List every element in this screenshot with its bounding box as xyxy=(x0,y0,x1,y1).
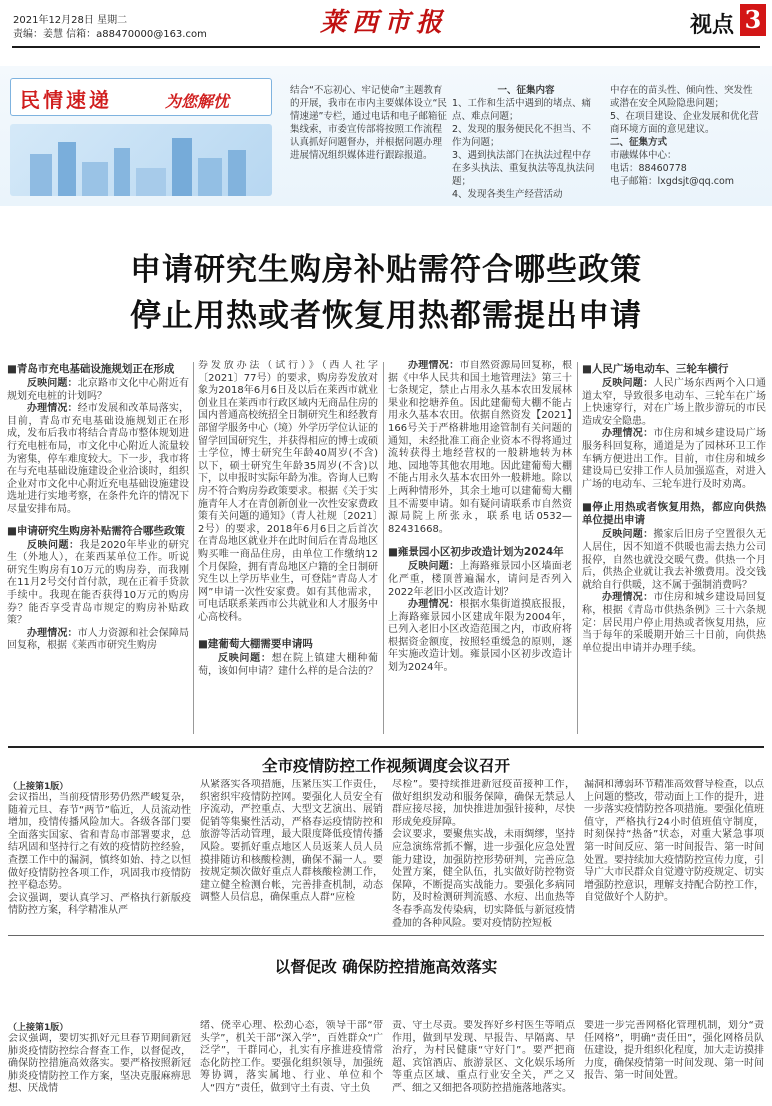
column-4 xyxy=(582,360,766,738)
answer-label: 办理情况： xyxy=(602,592,654,604)
question-label: 反映问题： xyxy=(27,378,78,389)
item-heading: ■建葡萄大棚需要申请吗 xyxy=(198,638,313,651)
banner-collect-item: 2、发现的服务便民化不担当、不作为问题； xyxy=(452,124,592,148)
main-headline xyxy=(0,247,772,339)
banner-title xyxy=(20,84,112,113)
question-label: 反映问题： xyxy=(602,529,654,541)
banner-collect-cont: 中存在的苗头性、倾向性、突发性或潜在安全风险隐患问题； xyxy=(610,85,753,109)
column-divider xyxy=(577,362,578,734)
banner-subtitle: 为您解忧 xyxy=(165,92,230,111)
banner-collect-item: 3、遇到执法部门在执法过程中存在多头执法、重复执法等乱执法问题； xyxy=(452,150,595,187)
article2-col3: 尽检”。要持续推进新冠疫苗接种工作，做好组织发动和服务保障，确保无禁忌人群应接尽接，加快推进加强针接种，尽快形成免疫屏障。 会议要求，要聚焦实战，未雨绸缪，坚持应急演练常抓不懈，进一步强化应急处置能力建设，加强防控形势研判，完善应急处置方案，健全队伍，扎实做好防控物资保障，不断提高实战能力。要强化多病同防，及时检测研判流感、水痘、出血热等冬春季高发传染病，切实降低与新冠疫情叠加的各种风险。要对疫情防控短板 xyxy=(392,779,575,929)
article2-title: 全市疫情防控工作视频调度会议召开 xyxy=(261,756,510,775)
masthead-logo: 莱西市报 xyxy=(320,8,449,38)
article3-title: 以督促改 确保防控措施高效落实 xyxy=(274,957,498,976)
banner-item5: 5、在项目建设、企业发展和优化营商环境方面的意见建议。 xyxy=(610,111,759,135)
answer-label: 办理情况： xyxy=(27,627,78,639)
answer-text: 经市发展和改革局落实，目前，青岛市充电基础设施规划正在形成，发布后我市将结合青岛市整体规划进行充电桩布局，市文化中心附近人流量较为密集，停车难度较大。下一步，我市将在与充电基础设施建设企业洽谈时，组织企业对市文化中心附近充电基础设施建设选址进行实地考察，在条件允许的情况下尽量安排布局。 xyxy=(7,403,189,515)
question-label: 反映问题： xyxy=(218,653,272,665)
answer-label: 办理情况： xyxy=(27,403,78,415)
question-label: 反映问题： xyxy=(27,539,80,551)
section-rule xyxy=(8,746,764,748)
article2-col2: 从紧落实各项措施，压紧压实工作责任，织密织牢疫情防控网。要强化人员安全有序流动，严控重点、大型文艺演出、展销促销等集聚性活动，严格春运疫情防控和旅游等活动管理，最大限度降低疫情传播风险。要抓好重点地区人员返莱人员人员摸排随访和核酸检测，确保不漏一人。要按规定频次做好重点人群核酸检测工作，建立健全检测台帐，完善排查机制，动态调整人员信息，确保重点人群“应检 xyxy=(200,779,383,904)
question-label: 反映问题： xyxy=(602,378,654,389)
banner-method-item: 电子邮箱：lxgdsjt@qq.com xyxy=(610,176,735,187)
continued-label: （上接第1版） xyxy=(8,782,69,792)
answer-text: 根据水集街道摸底报报，上海路雍景园小区建成年限为2004年，已列入老旧小区改造范围之内，市政府将根据资金额度，按照轻重缓急的原则，逐年实施改造计划。雍景园小区初步改造计划为2024年。 xyxy=(388,599,572,674)
item-heading: ■人民广场电动车、三轮车横行 xyxy=(582,363,729,375)
question-text: 搬家后旧房子空置很久无人居住，因不知道不供暖也需去热力公司报停，自然也就没交暖气费。供热一个月后，供热企业就让我去补缴费用。没交钱就给自行供暖，这不属于强制消费吗？ xyxy=(582,529,766,591)
banner-intro: 结合“不忘初心、牢记使命”主题教育的开展，我市在市内主要媒体设立“民情速递”专栏，通过电话和电子邮箱征集线索，市委宣传部将按照工作流程认真抓好问题督办，并根据问题办理进展情况组织媒体进行跟踪报道。 xyxy=(290,85,447,161)
answer-text: 市人力资源和社会保障局回复称，根据《莱西市研究生购房 xyxy=(7,627,189,652)
section-title: 视点 xyxy=(689,12,734,38)
column-divider xyxy=(383,362,384,734)
banner-method-item: 电话：88460778 xyxy=(610,163,687,174)
article2-col4: 漏洞和薄弱环节精准高效督导检查，以点上问题的整改，带动面上工作的提升，进一步落实疫情防控各项措施。要强化值班值守，严格执行24小时值班值守制度，时刻保持“热备”状态，对重大紧急事项第一时间反应、第一时间报告、第一时间处置。要持续加大疫情防控宣传力度，引导广大市民群众自觉遵守防疫规定、切实增强防控意识，理解支持配合防控工作，自觉做好个人防护。 xyxy=(584,779,764,904)
column-2 xyxy=(198,360,378,738)
question-text: 上海路雍景园小区墙面老化严重，楼顶普遍漏水，请问是否列入2022年老旧小区改造计划？ xyxy=(388,561,572,598)
answer-text: 市住房和城乡建设局广场服务科回复称，通道是为了园林环卫工作车辆方便进出工作。目前，市住房和城乡建设局已安排工作人员加强巡查，对进入广场的电动车、三轮车进行及时劝离。 xyxy=(582,428,766,490)
article3-col1: 会议强调，要切实抓好元旦春节期间新冠肺炎疫情防控综合督查工作，以督促改，确保防控措施高效落实。要严格按照新冠肺炎疫情防控工作方案，坚决克服麻痹思想、厌战情 xyxy=(8,1033,191,1095)
banner-collect-item: 1、工作和生活中遇到的堵点、痛点、难点问题； xyxy=(452,98,592,122)
article3-col4: 要进一步完善网格化管理机制，划分“责任网格”，明确“责任田”，强化网格员队伍建设，提升组织化程度，加大走访摸排力度，确保疫情第一时间发现、第一时间报告、第一时间处置。 xyxy=(584,1020,764,1082)
editor-info: 责编：姜慧 信箱：a88470000@163.com xyxy=(13,29,207,40)
banner-title-main: 民情速递 xyxy=(20,88,112,112)
question-text: 我是2020年毕业的研究生（外地人），在莱西某单位工作。听说研究生购房有10万元的购房券，而我刚在11月2号交付首付款，现在正着手贷款手续中。我现在能否获得10万元的购房券？能否享受青岛市规定的购房补贴政策？ xyxy=(7,539,189,627)
article2-col1: 会议指出，当前疫情形势仍然严峻复杂，随着元旦、春节“两节”临近，人员流动性增加，疫情传播风险加大。各级各部门要全面落实国家、省和青岛市部署要求，总结巩固和坚持行之有效的疫情防控经验，查摆工作中的漏洞，慎终如始、持之以恒做好疫情防控各项工作，巩固我市疫情防控平稳态势。 会议强调，要认真学习、严格执行新版疫情防控方案，科学精准从严 xyxy=(8,792,191,917)
question-text: 北京路市文化中心附近有规划充电桩的计划吗？ xyxy=(7,378,189,402)
headline-line1: 申请研究生购房补贴需符合哪些政策 xyxy=(130,252,642,288)
column-1 xyxy=(7,360,189,738)
question-label: 反映问题： xyxy=(408,561,460,573)
column-3 xyxy=(388,360,572,738)
city-skyline-icon xyxy=(10,124,272,196)
article3-col3: 责、守土尽责。要发挥好乡村医生等哨点作用，做到早发现、早报告、早隔离、早治疗，为村民健康“守好门”。要严把商超、宾馆酒店、旅游景区、文化娱乐场所等重点区域、重点行业安全关，严之又严、细之又细把各项防控措施落地落实。 xyxy=(392,1020,575,1094)
banner-collect-item: 4、发现各类生产经营活动 xyxy=(452,189,563,199)
header-rule xyxy=(12,46,760,48)
banner-method-title: 二、征集方式 xyxy=(610,137,668,148)
column-divider xyxy=(193,362,194,734)
answer-label: 办理情况： xyxy=(408,360,460,371)
item-heading: ■停止用热或者恢复用热，都应向供热单位提出申请 xyxy=(582,501,766,527)
item-heading: ■申请研究生购房补贴需符合哪些政策 xyxy=(7,524,185,537)
article3-col2: 绪、侥幸心理、松劲心态，领导干部“带头学”，机关干部“深入学”，百姓群众“广泛学”，干群同心，扎实有序推进疫情常态化防控工作。要强化组织领导，加强统筹协调，落实属地、行业、单位和个人“四方”责任，做到守土有责、守土负 xyxy=(200,1020,383,1094)
item-heading: ■雍景园小区初步改造计划为2024年 xyxy=(388,546,564,559)
answer-text: 券发放办法（试行）》（西人社字〔2021〕77号）的要求，购房券发放对象为2018年6月6日及以后在莱西市就业创业且在莱西市行政区域内无商品住房的国内普通高校统招全日制研究生和经教育部留学服务中心（境）外学历学位认证的留学回国研究生，并获得相应的博士或硕士学位，博士研究生年龄40周岁(不含)以下，硕士研究生年龄35周岁(不含)以下，以申报时实际年龄为准。咨询人已购房不符合购房券政策要求。根据《关于实施青年人才在青创新创业一次性安家费政策有关问题的通知》（青人社规〔2021〕2号）的要求，2018年6月6日之后首次在青岛地区就业并在此时间后在青岛地区购买唯一商品住房，由单位工作缴纳12个月保险，拥有青岛地区户籍的全日制研究生以上学历毕业生，可登陆“青岛人才网”申请一次性安家费。如有其他需求，可电话联系莱西市公共就业和人才服务中心高校科。 xyxy=(198,360,378,623)
section-rule xyxy=(8,935,764,936)
banner-method-item: 市融媒体中心： xyxy=(610,150,677,161)
question-text: 想在院上镇建大棚种葡萄，该如何申请？建什么样的是合法的？ xyxy=(198,653,378,678)
answer-label: 办理情况： xyxy=(408,599,460,611)
banner-collect-title: 一、征集内容 xyxy=(497,85,555,96)
issue-date: 2021年12月28日 星期二 xyxy=(13,15,128,26)
banner-illustration xyxy=(10,124,272,196)
continued-label: （上接第1版） xyxy=(8,1023,69,1033)
answer-text: 市住房和城乡建设局回复称，根据《青岛市供热条例》三十六条规定：居民用户停止用热或者恢复用热，应当于每年的采暖期开始三十日前，向供热单位提出申请并办理手续。 xyxy=(582,592,766,654)
answer-label: 办理情况： xyxy=(602,428,654,440)
page-number: 3 xyxy=(740,4,766,36)
question-text: 人民广场东西两个入口通道太窄，导致很多电动车、三轮车在广场上快速穿行，对在广场上散步游玩的市民造成安全隐患。 xyxy=(582,378,766,427)
banner-method xyxy=(610,84,760,199)
item-heading: ■青岛市充电基础设施规划正在形成 xyxy=(7,363,175,375)
answer-text: 市自然资源局回复称，根据《中华人民共和国土地管理法》第三十七条规定，禁止占用永久基本农田发展林果业和挖塘养鱼。因此建葡萄大棚不能占用永久基本农田。依据自然资发【2021】166号关于严格耕地用途管制有关问题的通知，未经批准工商企业资本不得将通过流转获得土地经营权的一般耕地转为林地、园地等其他农用地。因此建葡萄大棚不能占用永久基本农田外一般耕地。除以上两种情形外，其余土地可以建葡萄大棚且不需要申请。如有疑问请联系市自然资源局院上所张永，联系电话0532—82431668。 xyxy=(388,360,572,535)
banner-collect xyxy=(452,84,600,199)
headline-line2: 停止用热或者恢复用热都需提出申请 xyxy=(130,298,642,334)
